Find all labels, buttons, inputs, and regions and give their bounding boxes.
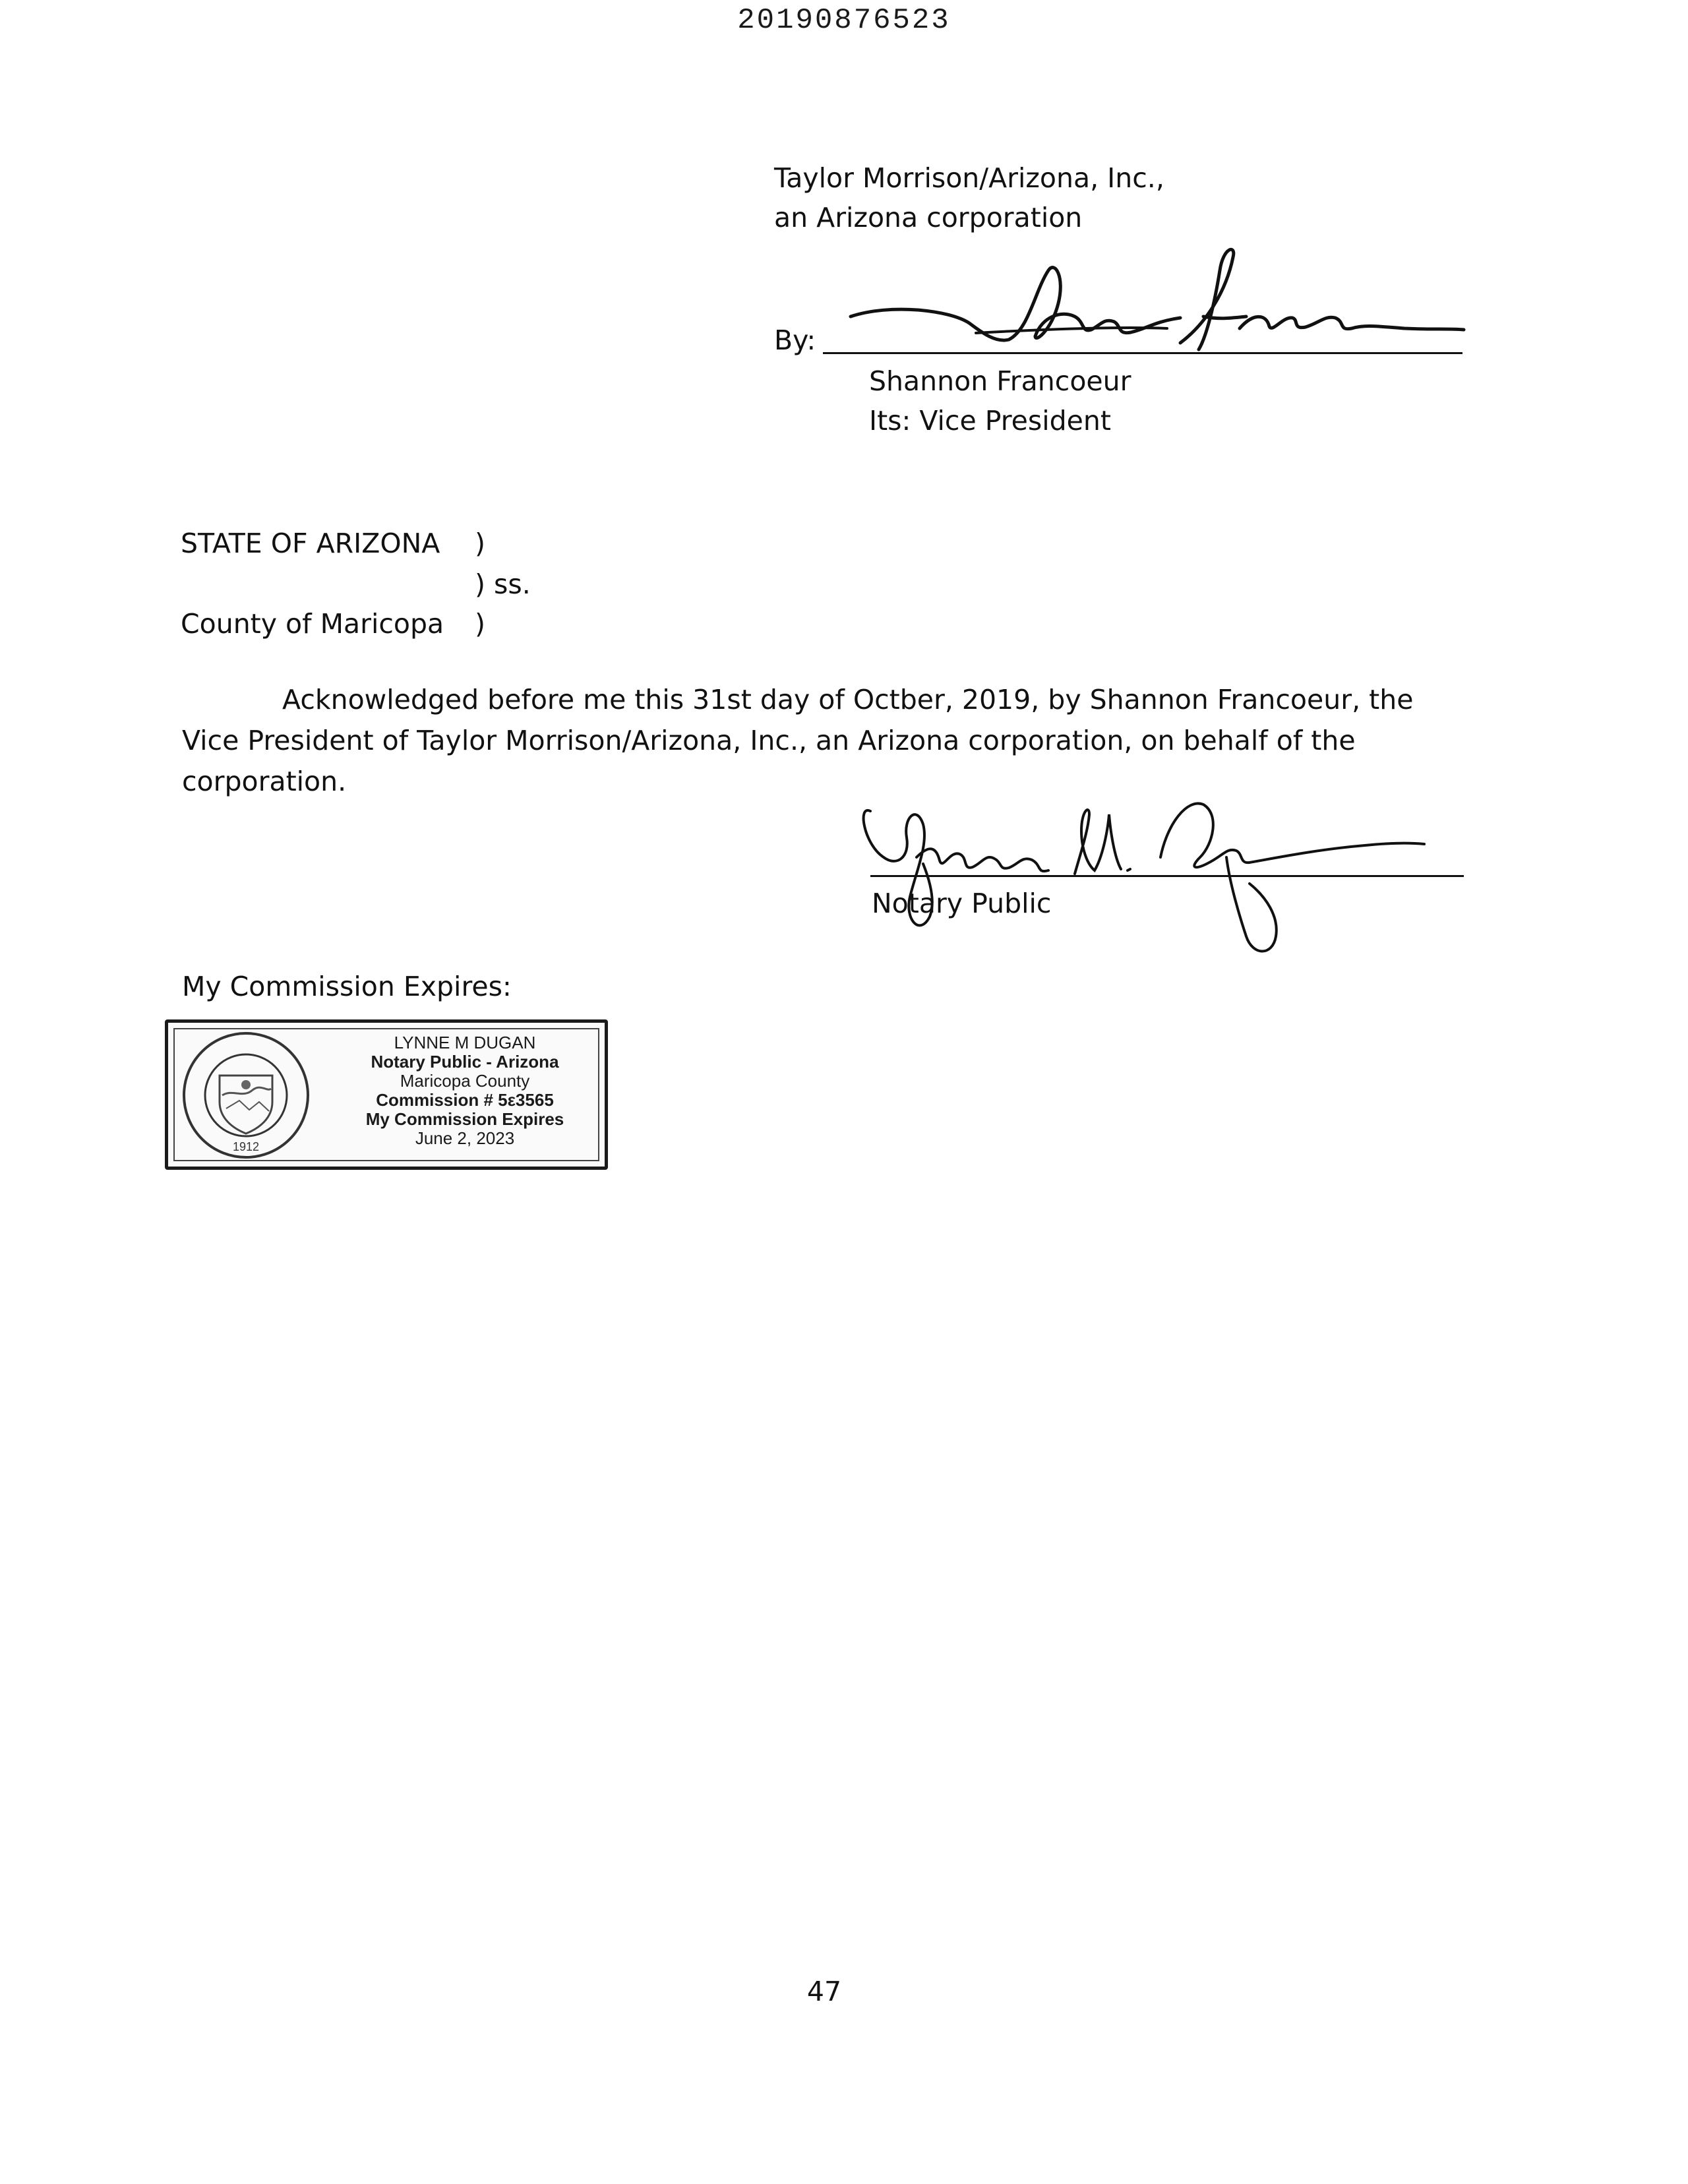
- stamp-commission-number: Commission # 5ε3565: [376, 1090, 554, 1110]
- page-number: 47: [806, 1976, 842, 2007]
- notary-public-label: Notary Public: [872, 888, 1052, 919]
- recording-number: 20190876523: [737, 4, 951, 37]
- grantor-type: an Arizona corporation: [774, 202, 1083, 233]
- by-label: By:: [774, 324, 816, 356]
- stamp-expiration-date: June 2, 2023: [415, 1128, 515, 1148]
- state-seal-icon: [180, 1029, 312, 1161]
- acknowledgment-text: Acknowledged before me this 31st day of Octber, 2019, by Shannon Francoeur, the Vice President of Taylor Morrison/Arizona, Inc., an Arizona corporation, on behalf of the corporation.: [182, 684, 1414, 797]
- notary-signature: [844, 785, 1490, 959]
- stamp-notary-name: LYNNE M DUGAN: [394, 1033, 536, 1052]
- stamp-notary-public-arizona: Notary Public - Arizona: [371, 1052, 559, 1072]
- signer-title: Its: Vice President: [869, 405, 1111, 437]
- stamp-county: Maricopa County: [400, 1071, 530, 1091]
- stamp-commission-expires: My Commission Expires: [365, 1109, 564, 1129]
- venue-paren-3: ): [475, 608, 485, 640]
- signer-name: Shannon Francoeur: [869, 365, 1131, 397]
- venue-ss: ) ss.: [475, 568, 531, 600]
- grantor-name: Taylor Morrison/Arizona, Inc.,: [774, 162, 1164, 194]
- notary-stamp: [165, 1019, 608, 1170]
- venue-state: STATE OF ARIZONA: [181, 528, 440, 559]
- acknowledgment-paragraph: [182, 679, 1468, 802]
- stamp-text-block: [340, 1033, 590, 1148]
- venue-county: County of Maricopa: [181, 608, 444, 640]
- signer-signature: [837, 244, 1470, 379]
- venue-paren-1: ): [475, 528, 485, 559]
- commission-expires-label: My Commission Expires:: [182, 971, 512, 1002]
- seal-year: 1912: [232, 1140, 260, 1153]
